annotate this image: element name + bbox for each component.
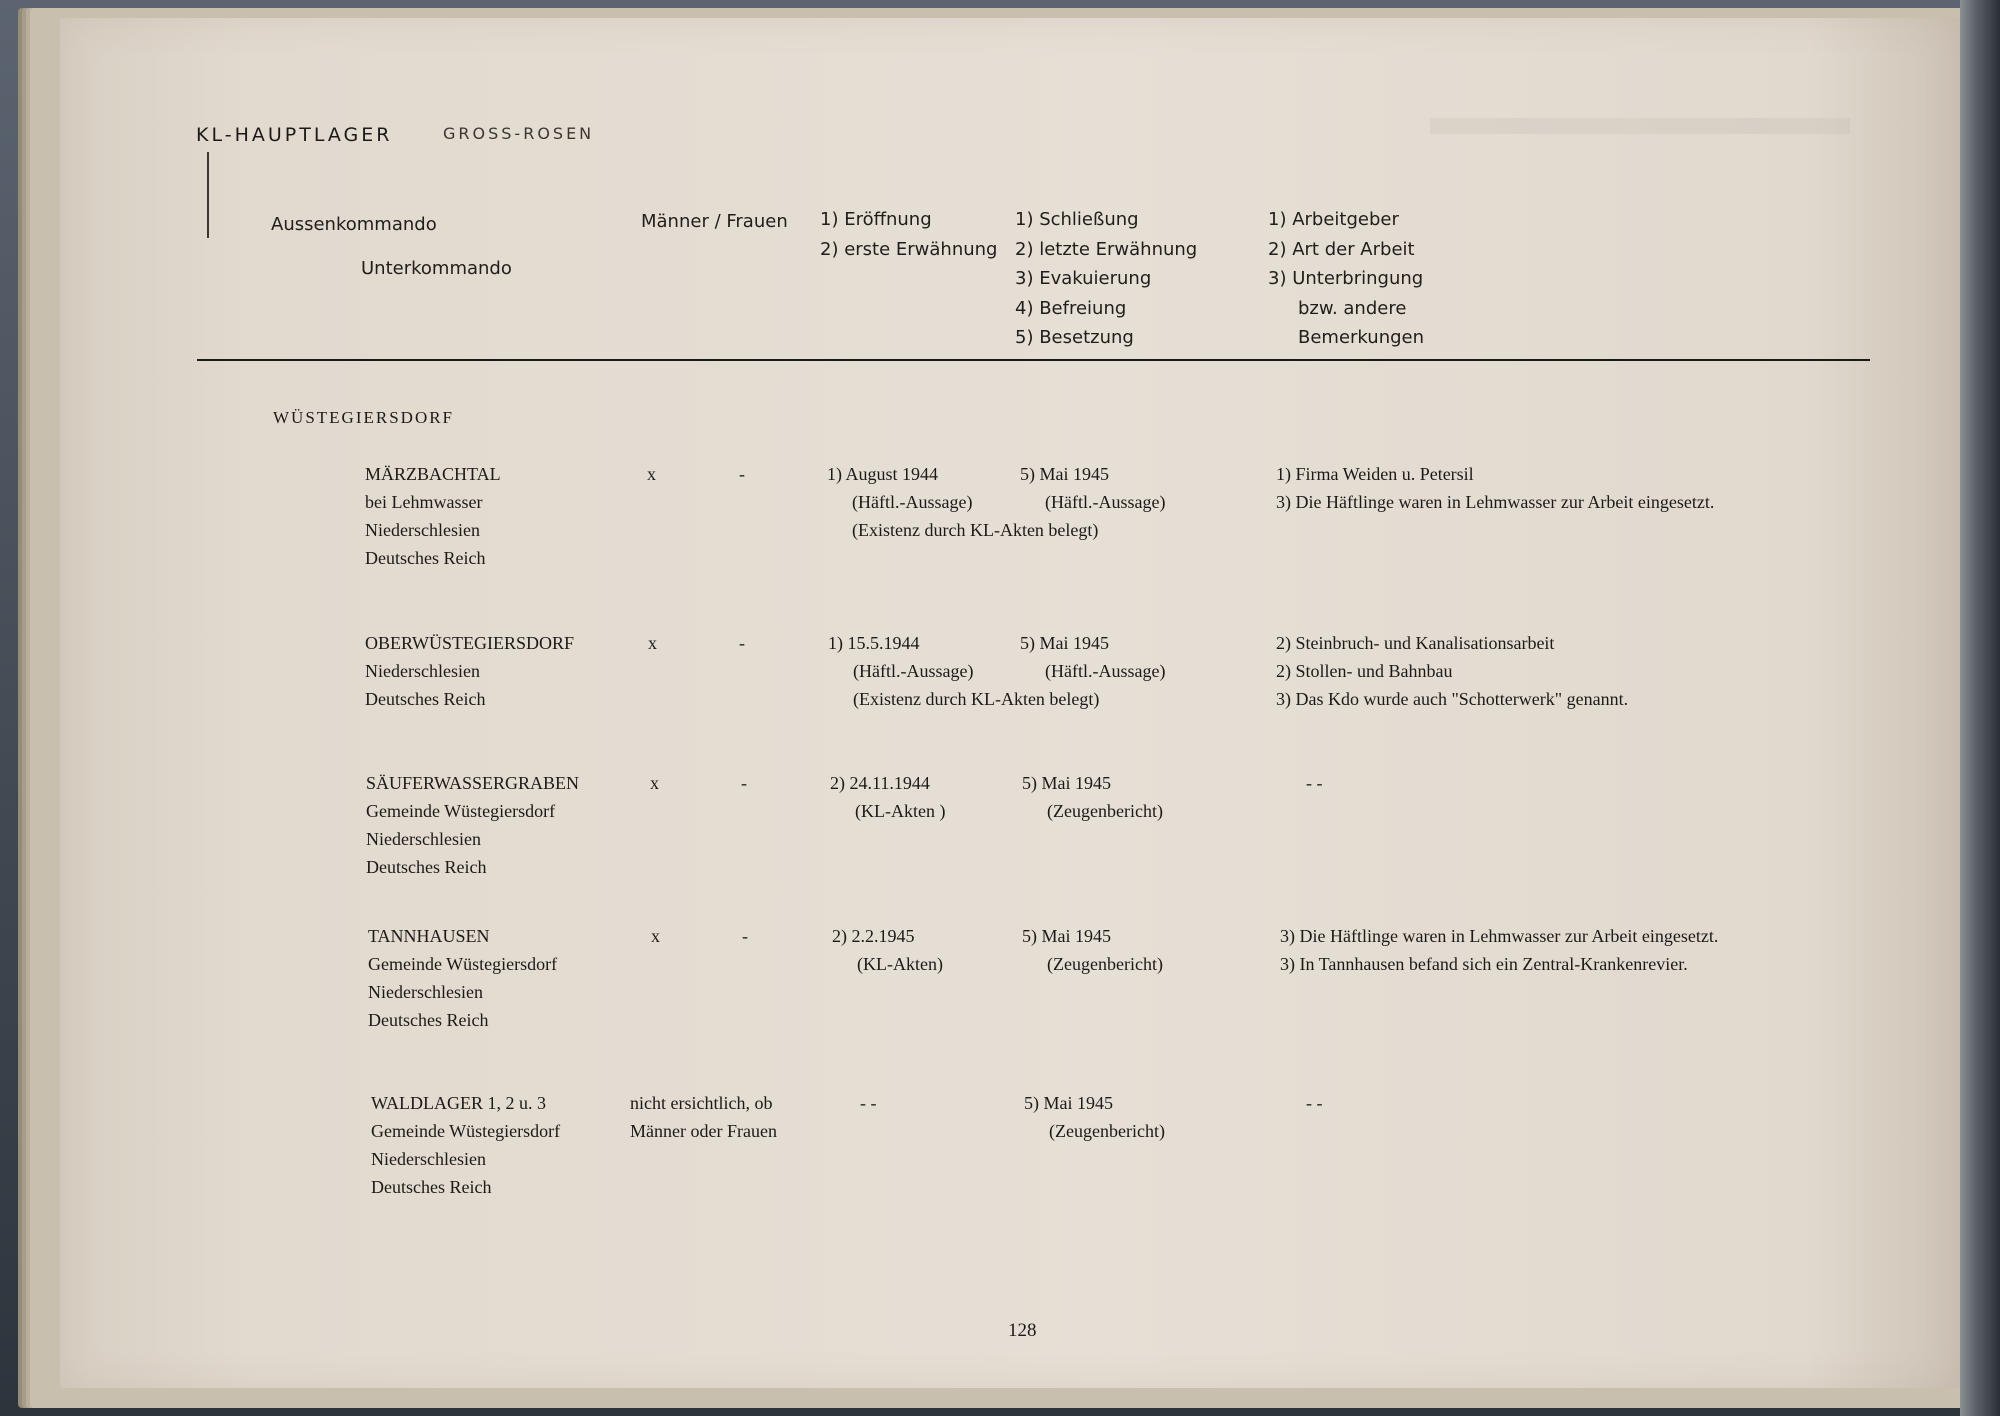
page-number: 128 xyxy=(1008,1320,1037,1341)
entry-notes: - - xyxy=(1306,773,1323,793)
col-eroeffnung-line: 1) Eröffnung xyxy=(820,209,932,230)
header-subtitle: GROSS-ROSEN xyxy=(443,124,595,143)
entry-close-line: (Zeugenbericht) xyxy=(1049,1121,1165,1141)
entry-close-line: 5) Mai 1945 xyxy=(1024,1093,1113,1113)
col-eroeffnung-line: 2) erste Erwähnung xyxy=(820,238,998,260)
col-eroeffnung xyxy=(820,205,998,264)
entry-name-line: Gemeinde Wüstegiersdorf xyxy=(366,801,556,821)
col-arbeitgeber-line: 3) Unterbringung xyxy=(1268,268,1424,289)
entry-name-line: Niederschlesien xyxy=(368,982,483,1002)
entry-notes-line: 3) Das Kdo wurde auch "Schotterwerk" genannt. xyxy=(1276,689,1629,709)
col-arbeitgeber-line: 2) Art der Arbeit xyxy=(1268,238,1415,260)
entry-open xyxy=(832,922,943,978)
entry-notes-line: 2) Steinbruch- und Kanalisationsarbeit xyxy=(1276,633,1555,653)
entry-name xyxy=(366,769,579,881)
entry-close-line: (Häftl.-Aussage) xyxy=(1045,492,1166,512)
entry-maenner-frauen-note xyxy=(630,1089,777,1145)
entry-name-line: Gemeinde Wüstegiersdorf xyxy=(368,954,558,974)
entry-open-line: 2) 2.2.1945 xyxy=(832,926,915,946)
entry-frauen: - xyxy=(742,926,748,946)
entry-name-line: Deutsches Reich xyxy=(368,1010,489,1030)
book-cover-edge xyxy=(1960,0,2000,1416)
entry-frauen: - xyxy=(739,633,745,653)
entry-name-line: Deutsches Reich xyxy=(366,857,487,877)
entry-name-line: Niederschlesien xyxy=(371,1149,486,1169)
entry-open-line: (Existenz durch KL-Akten belegt) xyxy=(852,520,1099,540)
col-schliessung-line: 4) Befreiung xyxy=(1015,297,1127,319)
col-schliessung-line: 2) letzte Erwähnung xyxy=(1015,238,1198,260)
entry-notes xyxy=(1276,629,1628,713)
entry-frauen: - xyxy=(739,464,745,484)
entry-name xyxy=(371,1089,560,1201)
entry-close-line: 5) Mai 1945 xyxy=(1020,633,1109,653)
entry-maenner: x xyxy=(648,633,657,653)
entry-frauen: - xyxy=(741,773,747,793)
entry-maenner: x xyxy=(650,773,659,793)
entry-name-line: Niederschlesien xyxy=(366,829,481,849)
entry-maenner: x xyxy=(647,464,656,484)
entry-close-line: (Zeugenbericht) xyxy=(1047,954,1163,974)
header-rule xyxy=(197,359,1870,361)
entry-mf-line: nicht ersichtlich, ob xyxy=(630,1093,773,1113)
entry-name-line: MÄRZBACHTAL xyxy=(365,464,501,484)
entry-name-line: bei Lehmwasser xyxy=(365,492,483,512)
entry-close-line: 5) Mai 1945 xyxy=(1020,464,1109,484)
entry-name-line: WALDLAGER 1, 2 u. 3 xyxy=(371,1093,546,1113)
entry-notes-line: 2) Stollen- und Bahnbau xyxy=(1276,661,1453,681)
entry-close xyxy=(1024,1089,1165,1145)
entry-close-line: (Häftl.-Aussage) xyxy=(1045,661,1166,681)
entry-name-line: Niederschlesien xyxy=(365,520,480,540)
entry-close-line: 5) Mai 1945 xyxy=(1022,926,1111,946)
col-arbeitgeber xyxy=(1268,205,1424,353)
entry-name-line: Niederschlesien xyxy=(365,661,480,681)
entry-name-line: Deutsches Reich xyxy=(365,548,486,568)
margin-mark xyxy=(207,152,209,238)
col-maenner-frauen: Männer / Frauen xyxy=(641,211,788,232)
entry-close xyxy=(1020,629,1165,685)
entry-notes xyxy=(1280,922,1718,978)
entry-open-line: (KL-Akten) xyxy=(857,954,943,974)
bleed-through-shading xyxy=(1430,118,1850,134)
entry-notes-line: 3) Die Häftlinge waren in Lehmwasser zur Arbeit eingesetzt. xyxy=(1276,492,1715,512)
entry-open-line: (Häftl.-Aussage) xyxy=(853,661,974,681)
col-arbeitgeber-line: Bemerkungen xyxy=(1298,327,1425,348)
section-title: WÜSTEGIERSDORF xyxy=(273,408,455,427)
entry-close-line: 5) Mai 1945 xyxy=(1022,773,1111,793)
entry-name-line: Deutsches Reich xyxy=(371,1177,492,1197)
header-title: KL-HAUPTLAGER xyxy=(196,124,393,146)
col-unterkommando: Unterkommando xyxy=(361,258,512,279)
entry-open-line: 1) 15.5.1944 xyxy=(828,633,920,653)
col-arbeitgeber-line: 1) Arbeitgeber xyxy=(1268,209,1399,230)
entry-name-line: Gemeinde Wüstegiersdorf xyxy=(371,1121,561,1141)
entry-notes-line: 1) Firma Weiden u. Petersil xyxy=(1276,464,1474,484)
entry-notes: - - xyxy=(1306,1093,1323,1113)
entry-name xyxy=(368,922,557,1034)
entry-name-line: TANNHAUSEN xyxy=(368,926,490,946)
col-arbeitgeber-line: bzw. andere xyxy=(1298,297,1407,319)
entry-open-line: 2) 24.11.1944 xyxy=(830,773,930,793)
entry-close xyxy=(1022,922,1163,978)
entry-close-line: (Zeugenbericht) xyxy=(1047,801,1163,821)
entry-close xyxy=(1022,769,1163,825)
entry-notes xyxy=(1276,460,1714,516)
entry-open: - - xyxy=(860,1093,877,1113)
entry-maenner: x xyxy=(651,926,660,946)
entry-name-line: SÄUFERWASSERGRABEN xyxy=(366,773,580,793)
col-schliessung-line: 3) Evakuierung xyxy=(1015,268,1152,289)
entry-name-line: Deutsches Reich xyxy=(365,689,486,709)
entry-open-line: 1) August 1944 xyxy=(827,464,939,484)
entry-name xyxy=(365,629,574,713)
col-schliessung-line: 5) Besetzung xyxy=(1015,327,1134,348)
entry-close xyxy=(1020,460,1165,516)
entry-open-line: (Häftl.-Aussage) xyxy=(852,492,973,512)
col-aussenkommando: Aussenkommando xyxy=(271,214,437,235)
entry-mf-line: Männer oder Frauen xyxy=(630,1121,777,1141)
entry-name xyxy=(365,460,501,572)
col-schliessung xyxy=(1015,205,1197,353)
entry-notes-line: 3) Die Häftlinge waren in Lehmwasser zur Arbeit eingesetzt. xyxy=(1280,926,1719,946)
entry-notes-line: 3) In Tannhausen befand sich ein Zentral-Krankenrevier. xyxy=(1280,954,1688,974)
entry-name-line: OBERWÜSTEGIERSDORF xyxy=(365,633,575,653)
entry-open xyxy=(830,769,945,825)
col-schliessung-line: 1) Schließung xyxy=(1015,209,1139,230)
entry-open-line: (KL-Akten ) xyxy=(855,801,946,821)
entry-open-line: (Existenz durch KL-Akten belegt) xyxy=(853,689,1100,709)
